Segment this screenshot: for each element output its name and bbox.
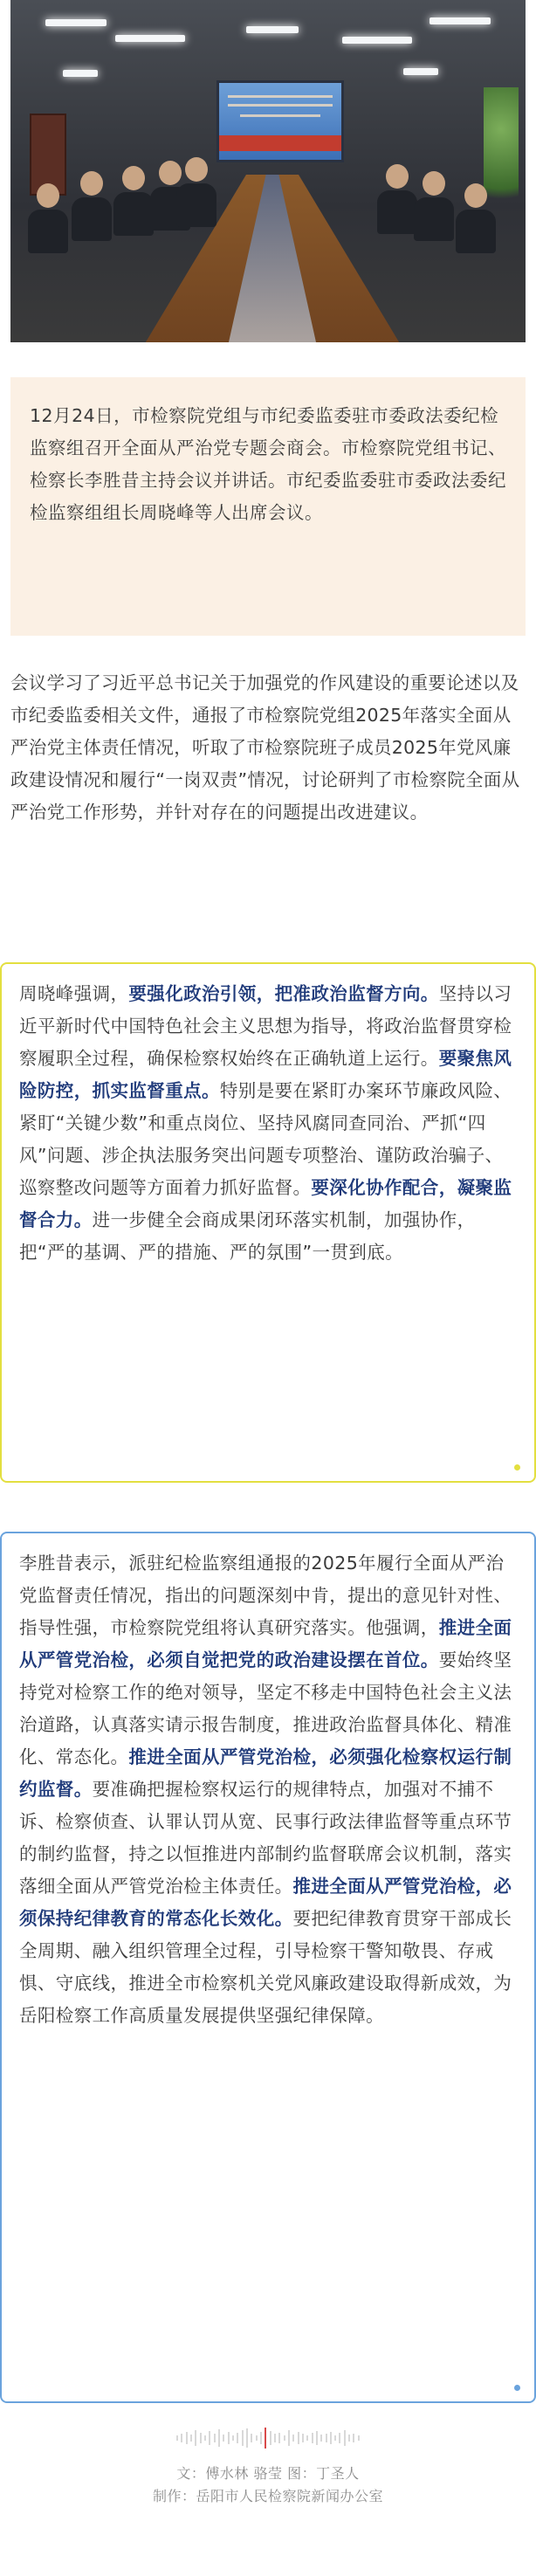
ceiling-light (246, 26, 299, 33)
zhou-remarks-text (19, 978, 517, 1269)
attendee (72, 171, 112, 241)
attendee (456, 183, 496, 253)
ceiling-light (403, 68, 438, 75)
attendee (377, 164, 417, 234)
li-remarks-card (0, 1532, 536, 2403)
ceiling-light (115, 35, 185, 42)
attendee (113, 166, 154, 236)
attendee (28, 183, 68, 253)
summary-box (10, 377, 526, 636)
zhou-remarks-card (0, 962, 536, 1483)
text-run: 要始终坚持党对检察工作的绝对领导，坚定不移走中国特色社会主义法治道路，认真落实请示报告制度，推进政治监督具体化、精准化、常态化。 (19, 1650, 512, 1767)
summary-text: 12月24日，市检察院党组与市纪委监委驻市委政法委纪检监察组召开全面从严治党专题会商会。市检察院党组书记、检察长李胜昔主持会议并讲话。市纪委监委驻市委政法委纪检监察组组长周晓峰等人出席会议。 (30, 405, 506, 523)
meeting-paragraph: 会议学习了习近平总书记关于加强党的作风建设的重要论述以及市纪委监委相关文件，通报了市检察院党组2025年落实全面从严治党主体责任情况，听取了市检察院班子成员2025年党风廉政建设情况和履行“一岗双责”情况，讨论研判了市检察院全面从严治党工作形势，并针对存在的问题提出改进建议。 (10, 672, 520, 823)
emphasis-text: 要聚焦风险防控，抓实监督重点。 (19, 1048, 512, 1101)
projection-screen (216, 80, 344, 162)
corner-dot-icon (514, 2385, 520, 2391)
text-run: 坚持以习近平新时代中国特色社会主义思想为指导，将政治监督贯穿检察履职全过程，确保检察权始终在正确轨道上运行。 (19, 983, 512, 1069)
author-credit: 文：傅水林 骆莹 图：丁圣人 (176, 2465, 360, 2482)
producer-credit: 制作：岳阳市人民检察院新闻办公室 (152, 2488, 383, 2504)
text-run: 特别是要在紧盯办案环节廉政风险、紧盯“关键少数”和重点岗位、坚持风腐同查同治、严抓“四风”问题、涉企执法服务突出问题专项整治、谨防政治骗子、巡察整改问题等方面着力抓好监督。 (19, 1080, 512, 1198)
ceiling-light (342, 37, 412, 44)
emphasis-text: 推进全面从严管党治检，必须保持纪律教育的常态化长效化。 (19, 1876, 512, 1929)
emphasis-text: 要强化政治引领，把准政治监督方向。 (128, 983, 439, 1004)
emphasis-text: 推进全面从严管党治检，必须自觉把党的政治建设摆在首位。 (19, 1617, 512, 1670)
text-run: 要准确把握检察权运行的规律特点，加强对不捕不诉、检察侦查、认罪认罚从宽、民事行政法律监督等重点环节的制约监督，持之以恒推进内部制约监督联席会议机制，落实落细全面从严管党治检主体责任。 (19, 1779, 512, 1897)
emphasis-text: 要深化协作配合，凝聚监督合力。 (19, 1177, 512, 1230)
ceiling-light (45, 19, 107, 26)
text-run: 进一步健全会商成果闭环落实机制，加强协作，把“严的基调、严的措施、严的氛围”一贯到底。 (19, 1209, 476, 1263)
waveform-divider-icon (176, 2428, 360, 2449)
ceiling-light (63, 70, 98, 77)
text-run: 要把纪律教育贯穿干部成长全周期、融入组织管理全过程，引导检察干警知敬畏、存戒惧、守底线，推进全市检察机关党风廉政建设取得新成效，为岳阳检察工作高质量发展提供坚强纪律保障。 (19, 1908, 512, 2026)
text-run: 周晓峰强调， (19, 983, 129, 1004)
emphasis-text: 推进全面从严管党治检，必须强化检察权运行制约监督。 (19, 1746, 512, 1800)
corner-dot-icon (514, 1464, 520, 1471)
ceiling-light (429, 17, 491, 24)
text-run: 李胜昔表示，派驻纪检监察组通报的2025年履行全面从严治党监督责任情况，指出的问题深刻中肯，提出的意见针对性、指导性强，市检察院党组将认真研究落实。他强调， (19, 1553, 512, 1638)
li-remarks-text (19, 1547, 517, 2032)
meeting-photo (10, 0, 526, 342)
attendee (414, 171, 454, 241)
attendee (176, 157, 216, 227)
